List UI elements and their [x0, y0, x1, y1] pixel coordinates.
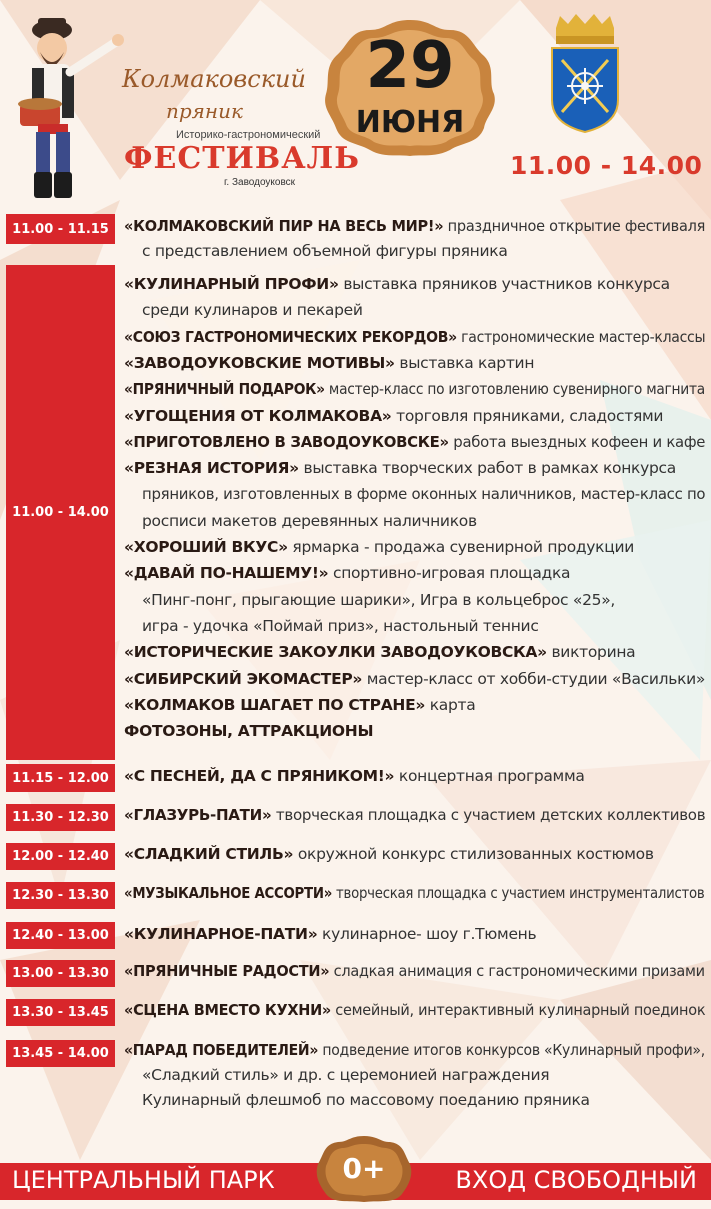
- schedule-line: [124, 459, 676, 477]
- schedule-event-description: гастрономические мастер-классы: [456, 327, 706, 346]
- schedule-event-description: выставка картин: [394, 353, 535, 372]
- schedule-event-description: среди кулинаров и пекарей: [142, 301, 363, 320]
- schedule-event-description: сладкая анимация с гастрономическими призами: [329, 962, 705, 980]
- schedule-event-title: «СОЮЗ ГАСТРОНОМИЧЕСКИХ РЕКОРДОВ»: [124, 327, 457, 346]
- schedule-event-title: «КОЛМАКОВСКИЙ ПИР НА ВЕСЬ МИР!»: [124, 217, 444, 235]
- schedule-time-box: 13.30 - 13.45: [6, 999, 115, 1026]
- schedule-time-box: 11.30 - 12.30: [6, 804, 115, 831]
- schedule-event-title: «КУЛИНАРНОЕ-ПАТИ»: [124, 925, 318, 943]
- schedule-event-description: мастер-класс от хобби-студии «Васильки»: [362, 669, 706, 688]
- date-day: 29: [365, 29, 455, 103]
- logo-city: г. Заводоуковск: [224, 177, 296, 188]
- schedule-event-title: «МУЗЫКАЛЬНОЕ АССОРТИ»: [124, 884, 333, 902]
- schedule-event-title: «ЗАВОДОУКОВСКИЕ МОТИВЫ»: [124, 353, 395, 372]
- schedule-event-title: «С ПЕСНЕЙ, ДА С ПРЯНИКОМ!»: [124, 767, 395, 785]
- schedule-line: [124, 217, 705, 235]
- schedule-event-description: карта: [425, 695, 476, 714]
- schedule-event-description: «Пинг-понг, прыгающие шарики», Игра в кольцеброс «25»,: [142, 590, 616, 609]
- footer-entry-info: ВХОД СВОБОДНЫЙ: [455, 1166, 697, 1194]
- schedule-event-title: «РЕЗНАЯ ИСТОРИЯ»: [124, 459, 299, 478]
- schedule-event-description: торговля пряниками, сладостями: [391, 406, 664, 425]
- logo-caption: Историко-гастрономический: [176, 129, 321, 141]
- schedule-line: [124, 925, 536, 943]
- schedule-time-box: 12.00 - 12.40: [6, 843, 115, 870]
- schedule-event-description: мастер-класс по изготовлению сувенирного магнита: [324, 380, 705, 399]
- schedule-line: [124, 564, 570, 582]
- schedule-line: [142, 512, 477, 530]
- schedule-event-title: «ПРИГОТОВЛЕНО В ЗАВОДОУКОВСКЕ»: [124, 432, 449, 451]
- schedule-line: [124, 1041, 705, 1059]
- schedule-event-description: творческая площадка с участием детских коллективов: [271, 806, 706, 824]
- schedule-event-title: «СИБИРСКИЙ ЭКОМАСТЕР»: [124, 669, 363, 688]
- schedule-line: [142, 242, 508, 260]
- schedule-line: [124, 380, 705, 398]
- schedule-event-description: игра - удочка «Поймай приз», настольный теннис: [142, 616, 539, 635]
- schedule-line: [124, 696, 475, 714]
- schedule-time-box: 12.40 - 13.00: [6, 922, 115, 949]
- age-rating: 0+: [342, 1152, 386, 1185]
- schedule-line: [124, 1001, 705, 1019]
- schedule-event-description: праздничное открытие фестиваля: [443, 217, 706, 235]
- schedule-line: [124, 328, 705, 346]
- schedule-event-title: «СЛАДКИЙ СТИЛЬ»: [124, 845, 294, 863]
- schedule-line: [124, 670, 705, 688]
- schedule-time-box: 13.45 - 14.00: [6, 1040, 115, 1067]
- schedule-event-description: концертная программа: [394, 767, 585, 785]
- schedule-event-description: окружной конкурс стилизованных костюмов: [293, 845, 654, 863]
- schedule-line: [142, 1091, 590, 1109]
- schedule-event-title: «ХОРОШИЙ ВКУС»: [124, 538, 288, 556]
- schedule-time-box: 12.30 - 13.30: [6, 882, 115, 909]
- schedule-line: [124, 275, 670, 293]
- footer-location: ЦЕНТРАЛЬНЫЙ ПАРК: [12, 1166, 275, 1194]
- schedule-line: [142, 1066, 549, 1084]
- schedule-line: [124, 433, 705, 451]
- schedule-line: [124, 722, 373, 740]
- schedule-event-description: пряников, изготовленных в форме оконных наличников, мастер-класс по: [142, 485, 706, 504]
- schedule-line: [124, 806, 705, 824]
- schedule-event-title: «ГЛАЗУРЬ-ПАТИ»: [124, 806, 272, 824]
- schedule-event-description: выставка пряников участников конкурса: [338, 275, 670, 293]
- schedule-line: [124, 354, 534, 372]
- date-month: ИЮНЯ: [355, 105, 465, 140]
- schedule-line: [142, 591, 615, 609]
- schedule-event-title: «ПАРАД ПОБЕДИТЕЛЕЙ»: [124, 1041, 319, 1059]
- schedule-line: [124, 845, 654, 863]
- schedule-event-title: «КОЛМАКОВ ШАГАЕТ ПО СТРАНЕ»: [124, 695, 426, 714]
- schedule-time-box: 11.00 - 11.15: [6, 214, 115, 244]
- schedule-event-title: «УГОЩЕНИЯ ОТ КОЛМАКОВА»: [124, 406, 392, 425]
- schedule-event-description: спортивно-игровая площадка: [328, 564, 571, 583]
- festival-time: 11.00 - 14.00: [510, 151, 703, 180]
- schedule-event-title: «КУЛИНАРНЫЙ ПРОФИ»: [124, 275, 339, 293]
- schedule-event-title: ФОТОЗОНЫ, АТТРАКЦИОНЫ: [124, 722, 374, 741]
- schedule-event-title: «СЦЕНА ВМЕСТО КУХНИ»: [124, 1001, 331, 1019]
- schedule-event-title: «ПРЯНИЧНЫЙ ПОДАРОК»: [124, 380, 325, 399]
- schedule-time-box: 11.15 - 12.00: [6, 764, 115, 792]
- logo-title-script: Колмаковский: [122, 65, 306, 93]
- festival-logo: [104, 55, 360, 195]
- schedule-time-box: 13.00 - 13.30: [6, 960, 115, 987]
- schedule-event-description: выставка творческих работ в рамках конкурса: [298, 459, 676, 478]
- schedule-line: [124, 538, 634, 556]
- schedule-event-title: «ПРЯНИЧНЫЕ РАДОСТИ»: [124, 962, 330, 980]
- schedule-line: [142, 301, 363, 319]
- schedule-event-description: «Сладкий стиль» и др. с церемонией награждения: [142, 1066, 550, 1084]
- schedule-event-description: с представлением объемной фигуры пряника: [142, 242, 508, 260]
- schedule-event-description: ярмарка - продажа сувенирной продукции: [287, 538, 635, 556]
- schedule-event-description: творческая площадка с участием инструменталистов: [332, 884, 705, 902]
- logo-subtitle-script: пряник: [166, 99, 243, 123]
- schedule-line: [124, 643, 635, 661]
- city-coat-of-arms-icon: [546, 14, 624, 134]
- schedule-line: [142, 617, 539, 635]
- festival-header: [0, 0, 711, 205]
- schedule-line: [142, 485, 705, 503]
- schedule-line: [124, 407, 663, 425]
- schedule-event-title: «ИСТОРИЧЕСКИЕ ЗАКОУЛКИ ЗАВОДОУКОВСКА»: [124, 643, 547, 662]
- schedule-event-description: подведение итогов конкурсов «Кулинарный профи»,: [318, 1041, 705, 1059]
- schedule-line: [124, 767, 585, 785]
- date-gingerbread-badge: [322, 16, 498, 160]
- schedule-event-description: росписи макетов деревянных наличников: [142, 511, 477, 530]
- schedule-line: [124, 884, 704, 902]
- logo-festival-word: ФЕСТИВАЛЬ: [124, 141, 360, 176]
- schedule-event-description: викторина: [546, 643, 636, 662]
- schedule-event-description: работа выездных кофеен и кафе: [448, 432, 706, 451]
- schedule-event-description: кулинарное- шоу г.Тюмень: [317, 925, 537, 943]
- schedule-line: [124, 962, 705, 980]
- schedule-time-box: 11.00 - 14.00: [6, 265, 115, 760]
- schedule-event-description: Кулинарный флешмоб по массовому поеданию пряника: [142, 1091, 590, 1109]
- schedule-event-description: семейный, интерактивный кулинарный поединок: [330, 1001, 706, 1019]
- schedule-event-title: «ДАВАЙ ПО-НАШЕМУ!»: [124, 564, 329, 583]
